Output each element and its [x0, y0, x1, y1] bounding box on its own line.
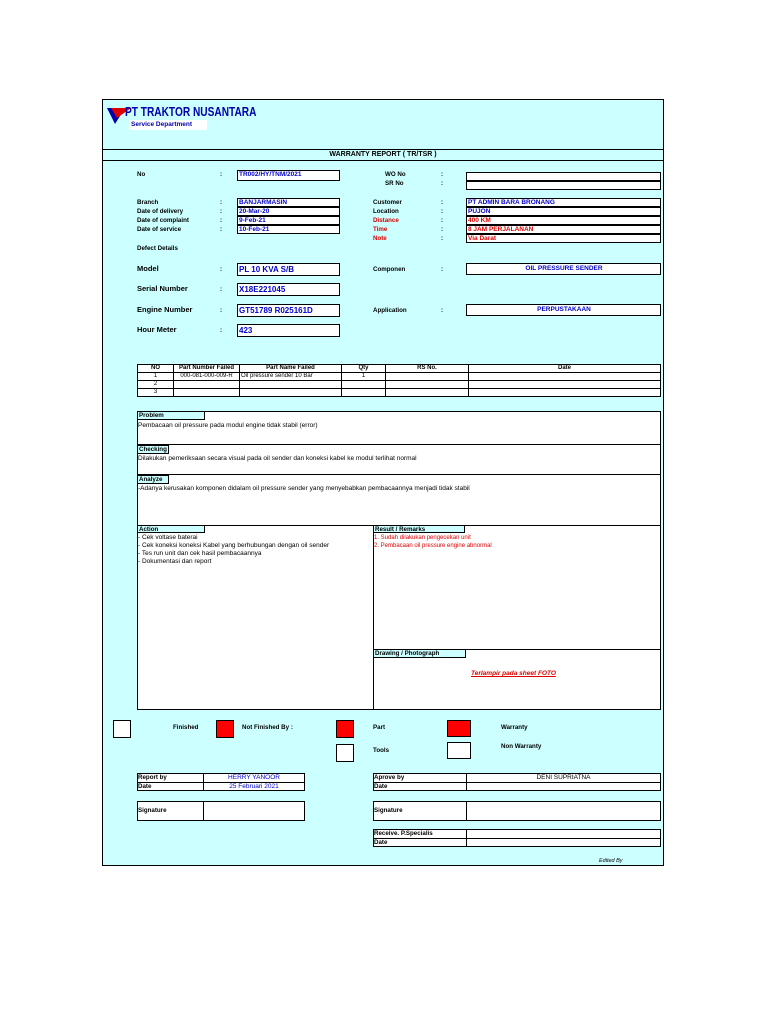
divider: [373, 838, 661, 839]
table-cell[interactable]: 1: [138, 373, 174, 381]
table-cell[interactable]: [174, 381, 240, 389]
hour-field[interactable]: 423: [237, 324, 340, 337]
problem-text[interactable]: Pembacaan oil pressure pada modul engine tidak stabil (error): [138, 422, 318, 429]
colon: :: [441, 180, 444, 187]
table-cell[interactable]: [469, 373, 661, 381]
colon: :: [441, 217, 444, 224]
not-finished-label: Not Finished By :: [242, 724, 293, 731]
table-row: [138, 389, 661, 397]
model-label: Model: [137, 264, 159, 273]
parts-table-header: [138, 365, 661, 373]
parts-table-header-cell: Part Name Failed: [240, 365, 342, 373]
colon: :: [441, 208, 444, 215]
receive-date-label: Date: [374, 839, 388, 846]
checking-label: Checking: [137, 445, 169, 454]
distance-label: Distance: [373, 217, 399, 224]
divider: [466, 801, 467, 821]
table-cell[interactable]: [386, 381, 469, 389]
table-row: [138, 373, 661, 381]
colon: :: [220, 327, 223, 334]
analyze-label: Analyze: [137, 475, 169, 484]
report-title: WARRANTY REPORT ( TR/TSR ): [329, 151, 437, 158]
customer-label: Customer: [373, 199, 402, 206]
wo-label: WO No: [385, 171, 406, 178]
action-item: - Tes run unit dan cek hasil pembacaannya: [138, 550, 262, 557]
complaint-field[interactable]: 9-Feb-21: [237, 216, 340, 225]
approve-signature-label: Signature: [374, 807, 403, 814]
table-cell[interactable]: [469, 389, 661, 397]
result-item: 2. Pembacaan oil pressure engine abnormal: [374, 543, 492, 549]
parts-table-header-cell: Date: [469, 365, 661, 373]
part-checkbox[interactable]: [336, 720, 354, 738]
table-cell[interactable]: [174, 389, 240, 397]
serial-label: Serial Number: [137, 284, 188, 293]
application-field[interactable]: PERPUSTAKAAN: [466, 304, 661, 316]
colon: :: [441, 226, 444, 233]
department-label: Service Department: [129, 120, 207, 130]
customer-field[interactable]: PT ADMIN BARA BRONANG: [466, 198, 661, 207]
report-by-label: Report by: [138, 774, 167, 781]
divider: [137, 474, 661, 475]
colon: :: [220, 266, 223, 273]
delivery-field[interactable]: 20-Mar-20: [237, 207, 340, 216]
table-cell[interactable]: 3: [138, 389, 174, 397]
note-label: Note: [373, 235, 387, 242]
sr-label: SR No: [385, 180, 404, 187]
colon: :: [220, 307, 223, 314]
colon: :: [441, 266, 444, 273]
location-label: Location: [373, 208, 399, 215]
table-cell[interactable]: [342, 381, 386, 389]
checking-text[interactable]: Dilakukan pemeriksaan secara visual pada oil sender dan koneksi kabel ke modul terlihat normal: [138, 455, 417, 462]
colon: :: [220, 226, 223, 233]
colon: :: [441, 171, 444, 178]
complaint-label: Date of complaint: [137, 217, 189, 224]
divider: [373, 782, 661, 783]
location-field[interactable]: PUJON: [466, 207, 661, 216]
table-cell[interactable]: [240, 389, 342, 397]
approve-date-label: Date: [374, 783, 388, 790]
time-field[interactable]: 8 JAM PERJALANAN: [466, 225, 661, 234]
branch-label: Branch: [137, 199, 159, 206]
engine-label: Engine Number: [137, 305, 193, 314]
table-cell[interactable]: [240, 381, 342, 389]
report-date-value[interactable]: 25 Februari 2021: [229, 783, 279, 790]
action-item: - Cek voltase baterai: [138, 534, 198, 541]
parts-table-header-cell: Part Number Failed: [174, 365, 240, 373]
colon: :: [220, 171, 223, 178]
parts-table-header-cell: Qty: [342, 365, 386, 373]
time-label: Time: [373, 226, 388, 233]
result-item: 1. Sudah dilakukan pengecekan unit: [374, 535, 471, 541]
note-field[interactable]: Via Darat: [466, 234, 661, 243]
service-label: Date of service: [137, 226, 182, 233]
component-label: Componen: [373, 266, 406, 273]
warranty-checkbox[interactable]: [447, 720, 471, 737]
tools-checkbox[interactable]: [336, 744, 354, 762]
drawing-note[interactable]: Terlampir pada sheet FOTO: [471, 670, 556, 677]
component-field[interactable]: OIL PRESSURE SENDER: [466, 263, 661, 275]
model-field[interactable]: PL 10 KVA S/B: [237, 263, 340, 276]
non-warranty-checkbox[interactable]: [447, 742, 471, 759]
colon: :: [441, 307, 444, 314]
colon: :: [220, 199, 223, 206]
application-label: Application: [373, 307, 407, 314]
divider: [203, 801, 204, 821]
analyze-text[interactable]: -Adanya kerusakan komponen didalam oil pressure sender yang menyebabkan pembacaannya menjadi tidak stabil: [138, 485, 470, 492]
part-label: Part: [373, 724, 386, 731]
no-field[interactable]: TR002/HY/TNM/2021: [237, 170, 340, 181]
parts-table-header-cell: RS No.: [386, 365, 469, 373]
finished-checkbox[interactable]: [113, 720, 131, 738]
divider: [103, 160, 663, 161]
approve-signature-block: [373, 801, 661, 821]
result-list: [374, 534, 492, 550]
not-finished-checkbox[interactable]: [216, 720, 234, 738]
warranty-report-sheet: [102, 99, 664, 866]
colon: :: [441, 199, 444, 206]
receive-label: Receive. P.Specialis: [374, 830, 433, 837]
colon: :: [220, 208, 223, 215]
table-cell[interactable]: 2: [138, 381, 174, 389]
colon: :: [220, 286, 223, 293]
table-cell[interactable]: 000-081-000-009-R: [174, 373, 240, 381]
approve-by-value[interactable]: DENI SUPRIATNA: [536, 774, 591, 781]
table-cell[interactable]: [342, 389, 386, 397]
divider: [373, 525, 374, 710]
drawing-label: Drawing / Photograph: [373, 649, 466, 658]
engine-field[interactable]: GT51789 R025161D: [237, 304, 340, 317]
action-label: Action: [137, 525, 205, 533]
table-row: [138, 381, 661, 389]
wo-field[interactable]: [466, 172, 661, 181]
colon: :: [220, 217, 223, 224]
divider: [103, 149, 663, 150]
service-field[interactable]: 10-Feb-21: [237, 225, 340, 234]
distance-field[interactable]: 400 KM: [466, 216, 661, 225]
defect-details-label: Defect Details: [137, 245, 178, 252]
table-cell[interactable]: 1: [342, 373, 386, 381]
divider: [137, 444, 661, 445]
finished-label: Finished: [173, 724, 199, 731]
report-signature-label: Signature: [138, 807, 167, 814]
approve-by-label: Aprove by: [374, 774, 405, 781]
table-cell[interactable]: Oil pressure sender 10 Bar: [240, 373, 342, 381]
action-item: - Cek koneksi koneksi Kabel yang berhubungan dengan oil sender: [138, 542, 330, 549]
delivery-label: Date of delivery: [137, 208, 184, 215]
parts-table-header-cell: NO: [138, 365, 174, 373]
serial-field[interactable]: X18E221045: [237, 283, 340, 296]
no-label: No: [137, 171, 146, 178]
non-warranty-label: Non Warranty: [501, 743, 542, 750]
table-cell[interactable]: [386, 373, 469, 381]
table-cell[interactable]: [469, 381, 661, 389]
report-date-label: Date: [138, 783, 152, 790]
colon: :: [441, 235, 444, 242]
tools-label: Tools: [373, 747, 390, 754]
branch-field[interactable]: BANJARMASIN: [237, 198, 340, 207]
action-list: [138, 534, 329, 566]
result-label: Result / Remarks: [373, 525, 465, 533]
report-by-value[interactable]: HERRY YANOOR: [228, 774, 280, 781]
edited-by: Edited By: [599, 858, 623, 864]
warranty-label: Warranty: [501, 724, 528, 731]
hour-label: Hour Meter: [137, 325, 177, 334]
company-name: PT TRAKTOR NUSANTARA: [125, 104, 257, 119]
problem-label: Problem: [137, 411, 205, 420]
parts-table: [137, 364, 661, 397]
action-item: - Dokumentasi dan report: [138, 558, 212, 565]
sr-field[interactable]: [466, 181, 661, 190]
table-cell[interactable]: [386, 389, 469, 397]
